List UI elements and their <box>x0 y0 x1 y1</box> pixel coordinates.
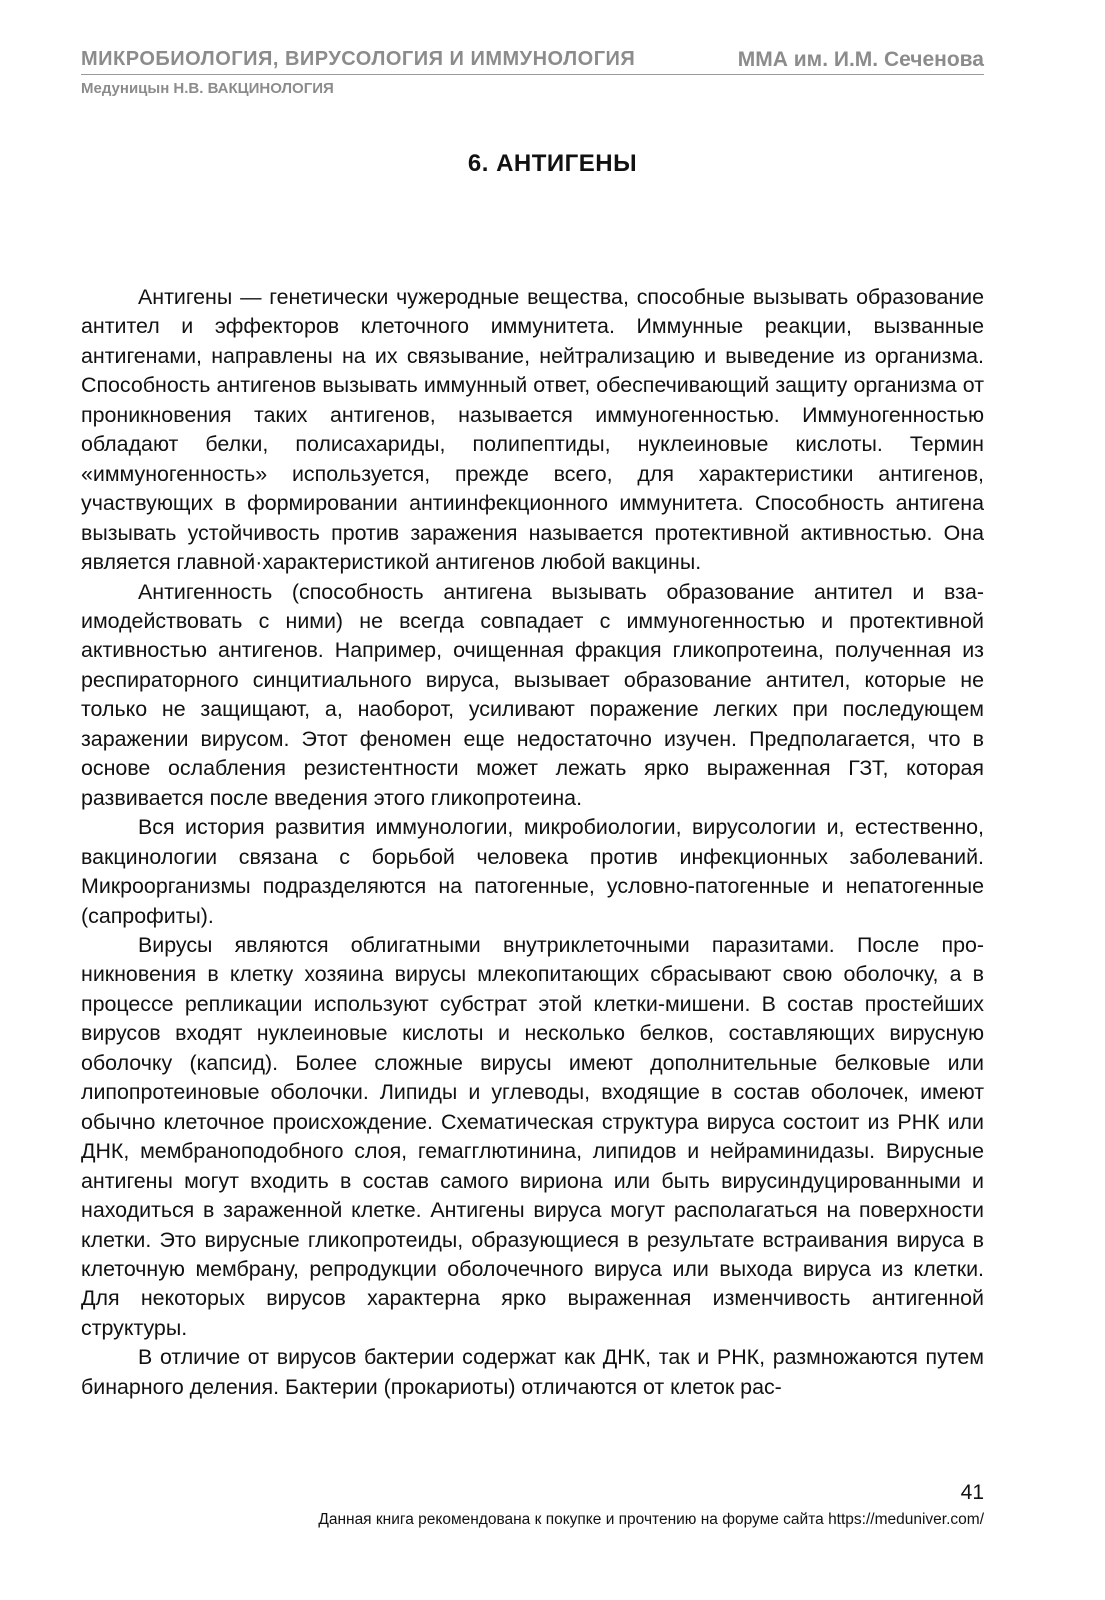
paragraph: Вся история развития иммунологии, микробиологии, вирусологии и, естественно, вакцинологии связана с борьбой человека против инфекционных заболеваний. Микроорганизмы подразделяются на патогенные, условно-патогенные и непатогенные (сапрофиты). <box>81 815 984 928</box>
footer-note: Данная книга рекомендована к покупке и прочтению на форуме сайта https://meduniver.com/ <box>318 1511 984 1528</box>
chapter-title: 6. АНТИГЕНЫ <box>467 150 638 178</box>
paragraph: Антигены — генетически чужеродные вещества, способные вызывать образование антител и эффекторов клеточного иммунитета. Иммунные реакции, вызванные антигенами, направлены на их связывание, нейтрализацию и выведение из организма. Способность антигенов вызывать иммунный ответ, обеспечивающий защиту организма от проникновения таких антигенов, называется иммуногенностью. Иммуногенностью обладают белки, полисахариды, полипептиды, нуклеиновые кислоты. Термин «иммуногенность» используется, прежде всего, для характеристики антигенов, участвующих в формировании антиинфекционного иммунитета. Способность антигена вызывать устойчивость против заражения называется протективной активностью. Она является главной·характеристикой антигенов любой вакцины. <box>81 285 984 575</box>
paragraph: Вирусы являются облигатными внутриклеточными паразитами. После проникновения в клетку хозяина вирусы млекопитающих сбрасывают свою оболочку, а в процессе репликации используют субстрат этой клетки-мишени. В состав простейших вирусов входят нуклеиновые кислоты и несколько белков, составляющих вирусную оболочку (капсид). Более сложные вирусы имеют дополнительные белковые или липопротеиновые оболочки. Липиды и углеводы, входящие в состав оболочек, имеют обычно клеточное происхождение. Схематическая структура вируса состоит из РНК или ДНК, мембраноподобного слоя, гемагглютинина, липидов и нейраминидазы. Вирусные антигены могут входить в состав самого вириона или быть вирусиндуцированными и находиться в зараженной клетке. Антигены вируса могут располагаться на поверхности клетки. Это вирусные гликопротеиды, образующиеся в результате встраивания вируса в клеточную мембрану, репродукции оболочечного вируса или выхода вируса из клетки. Для некоторых вирусов характерна ярко выраженная изменчивость антигенной структуры. <box>81 932 984 1340</box>
book-author-title: Медуницын Н.В. ВАКЦИНОЛОГИЯ <box>81 80 334 97</box>
running-header-left: МИКРОБИОЛОГИЯ, ВИРУСОЛОГИЯ И ИММУНОЛОГИЯ <box>81 48 636 70</box>
running-header-right: ММА им. И.М. Сеченова <box>737 48 984 71</box>
paragraph: В отличие от вирусов бактерии содержат как ДНК, так и РНК, размножаются путем бинарного деления. Бактерии (прокариоты) отличаются от клеток рас- <box>81 1345 984 1399</box>
running-header <box>81 46 984 75</box>
page-number: 41 <box>960 1481 984 1504</box>
paragraph: Антигенность (способность антигена вызывать образование антител и взаимодействовать с ними) не всегда совпадает с иммуногенностью и протективной активностью антигенов. Например, очищенная фракция гликопротеина, полученная из респираторного синцитиального вируса, вызывает образование антител, которые не только не защищают, а, наоборот, усиливают поражение легких при последующем заражении вирусом. Этот феномен еще недостаточно изучен. Предполагается, что в основе ослабления резистентности может лежать ярко выраженная ГЗТ, которая развивается после введения этого гликопротеина. <box>81 579 984 810</box>
body-text <box>81 283 984 1402</box>
